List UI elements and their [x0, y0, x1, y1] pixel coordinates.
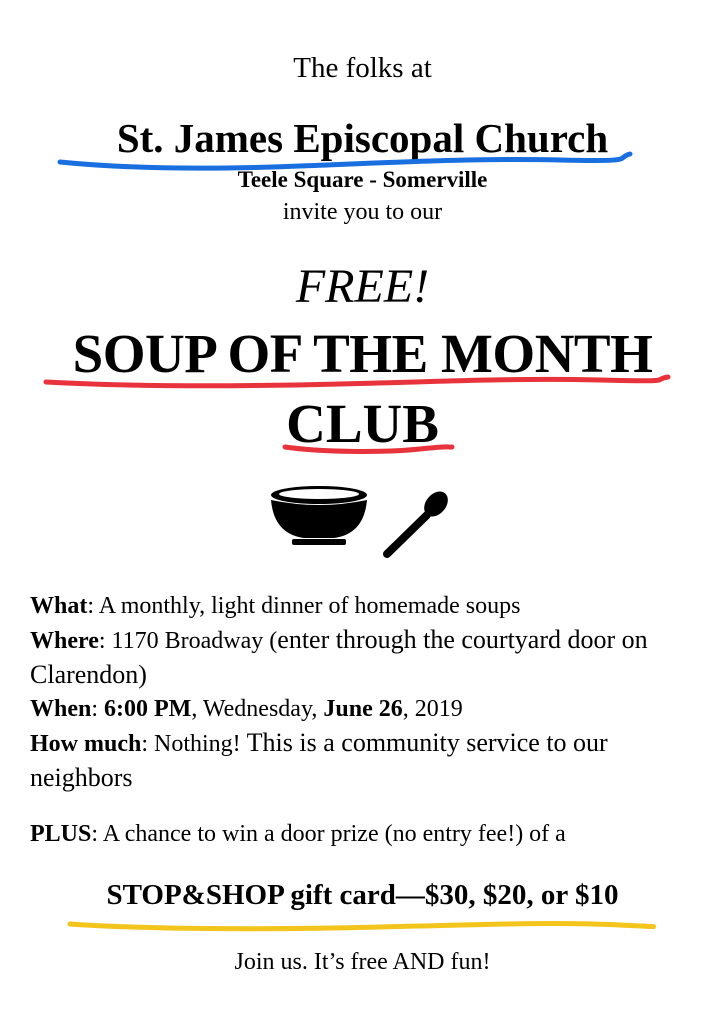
- detail-when: [30, 693, 700, 726]
- when-date: June 26: [323, 696, 403, 722]
- soup-icons: [262, 482, 462, 562]
- detail-how-much: [30, 726, 700, 796]
- club-title-line-1: SOUP OF THE MONTH: [72, 323, 653, 384]
- where-text-2: enter through the courtyard door on Clarendon): [30, 625, 648, 689]
- plus-text: : A chance to win a door prize (no entry fee!) of a: [91, 821, 566, 847]
- when-label: When: [30, 696, 92, 722]
- invite-text: invite you to our: [282, 199, 443, 225]
- church-name: St. James Episcopal Church: [116, 115, 609, 161]
- detail-what: [30, 590, 700, 623]
- what-text: : A monthly, light dinner of homemade soups: [87, 593, 521, 619]
- how-much-text-2: This is a community service to our neighbors: [30, 728, 608, 792]
- yellow-underline: [70, 924, 653, 929]
- when-time: 6:00 PM: [104, 696, 192, 722]
- club-title-line-2: CLUB: [286, 393, 439, 454]
- spoon-icon: [387, 487, 453, 554]
- detail-where: [30, 623, 700, 693]
- what-label: What: [30, 593, 88, 619]
- where-label: Where: [30, 628, 99, 654]
- when-day: , Wednesday,: [191, 696, 324, 722]
- event-details: [30, 590, 700, 796]
- plus-line: [30, 818, 710, 851]
- footer-text: Join us. It’s free AND fun!: [234, 949, 491, 975]
- intro-text: The folks at: [293, 52, 432, 84]
- bowl-icon: [271, 486, 367, 545]
- plus-label: PLUS: [30, 821, 92, 847]
- how-much-text-1: : Nothing!: [141, 731, 247, 757]
- church-location: Teele Square - Somerville: [237, 167, 488, 192]
- where-text-1: : 1170 Broadway (: [98, 628, 278, 654]
- gift-card-line: STOP&SHOP gift card—$30, $20, or $10: [106, 879, 619, 911]
- how-much-label: How much: [30, 731, 142, 757]
- free-heading: FREE!: [295, 260, 430, 313]
- when-year: , 2019: [402, 696, 463, 722]
- when-sep: :: [91, 696, 105, 722]
